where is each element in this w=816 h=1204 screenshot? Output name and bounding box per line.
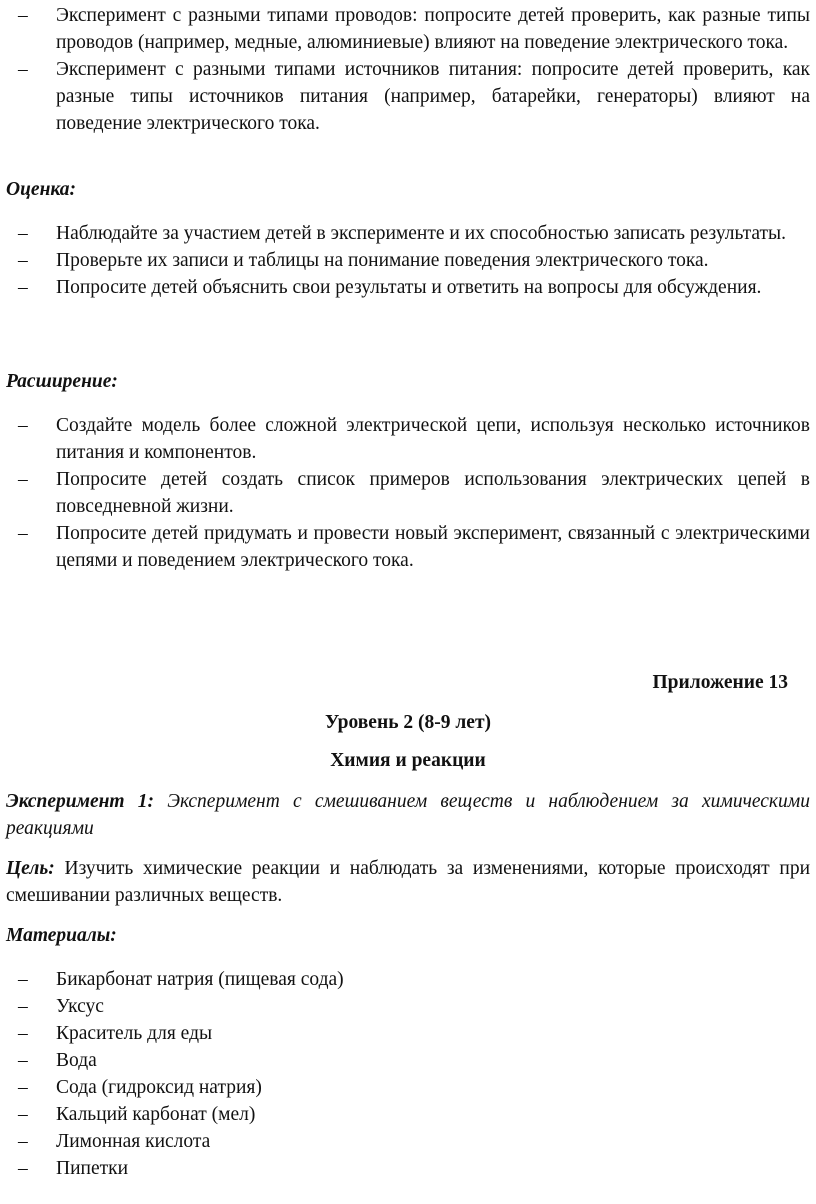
dash-bullet: – (18, 523, 28, 544)
experiment-label: Эксперимент 1: (6, 791, 155, 812)
list-item: – Кальций карбонат (мел) (6, 1101, 810, 1128)
appendix-label: Приложение 13 (652, 672, 788, 693)
list-item: – Пипетки (6, 1155, 810, 1182)
extension-list (6, 412, 810, 574)
list-item: – Проверьте их записи и таблицы на понимание поведения электрического тока. (6, 247, 810, 274)
dash-bullet: – (18, 415, 28, 436)
dash-bullet: – (18, 1131, 28, 1152)
extension-heading: Расширение: (6, 371, 118, 392)
extension-section (6, 368, 810, 574)
list-item: – Вода (6, 1047, 810, 1074)
dash-bullet: – (18, 1077, 28, 1098)
list-item: – Попросите детей создать список примеров использования электрических цепей в повседневной жизни. (6, 466, 810, 520)
dash-bullet: – (18, 59, 28, 80)
evaluation-section (6, 176, 810, 301)
list-item: – Краситель для еды (6, 1020, 810, 1047)
list-item: – Бикарбонат натрия (пищевая сода) (6, 966, 810, 993)
list-item: – Наблюдайте за участием детей в эксперименте и их способностью записать результаты. (6, 220, 810, 247)
list-item: – Уксус (6, 993, 810, 1020)
topic-title: Химия и реакции (330, 750, 486, 771)
dash-bullet: – (18, 1158, 28, 1179)
list-item: – Попросите детей объяснить свои результаты и ответить на вопросы для обсуждения. (6, 274, 810, 301)
dash-bullet: – (18, 1023, 28, 1044)
evaluation-list (6, 220, 810, 301)
goal-paragraph (6, 855, 810, 909)
dash-bullet: – (18, 969, 28, 990)
dash-bullet: – (18, 223, 28, 244)
dash-bullet: – (18, 277, 28, 298)
list-item: – Лимонная кислота (6, 1128, 810, 1155)
list-item: – Эксперимент с разными типами источников питания: попросите детей проверить, как разные типы источников питания (например, батарейки, генераторы) влияют на поведение электрического тока. (6, 56, 810, 137)
list-item: – Эксперимент с разными типами проводов: попросите детей проверить, как разные типы проводов (например, медные, алюминиевые) влияют на поведение электрического тока. (6, 2, 810, 56)
top-list-section (6, 2, 810, 137)
experiment-title: Эксперимент с смешиванием веществ и наблюдением за химическими реакциями (6, 791, 810, 839)
materials-heading: Материалы: (6, 925, 117, 946)
dash-bullet: – (18, 1050, 28, 1071)
list-item: – Сода (гидроксид натрия) (6, 1074, 810, 1101)
experiment-paragraph (6, 788, 810, 842)
list-item: – Попросите детей придумать и провести новый эксперимент, связанный с электрическими цепями и поведением электрического тока. (6, 520, 810, 574)
dash-bullet: – (18, 250, 28, 271)
level-title: Уровень 2 (8-9 лет) (324, 712, 492, 733)
dash-bullet: – (18, 5, 28, 26)
evaluation-heading: Оценка: (6, 179, 77, 200)
materials-list (6, 966, 810, 1182)
list-item: – Создайте модель более сложной электрической цепи, используя несколько источников питания и компонентов. (6, 412, 810, 466)
dash-bullet: – (18, 996, 28, 1017)
goal-text: Изучить химические реакции и наблюдать за изменениями, которые происходят при смешивании различных веществ. (6, 858, 811, 906)
materials-section (6, 922, 810, 1182)
top-list (6, 2, 810, 137)
goal-label: Цель: (6, 858, 55, 879)
dash-bullet: – (18, 1104, 28, 1125)
dash-bullet: – (18, 469, 28, 490)
